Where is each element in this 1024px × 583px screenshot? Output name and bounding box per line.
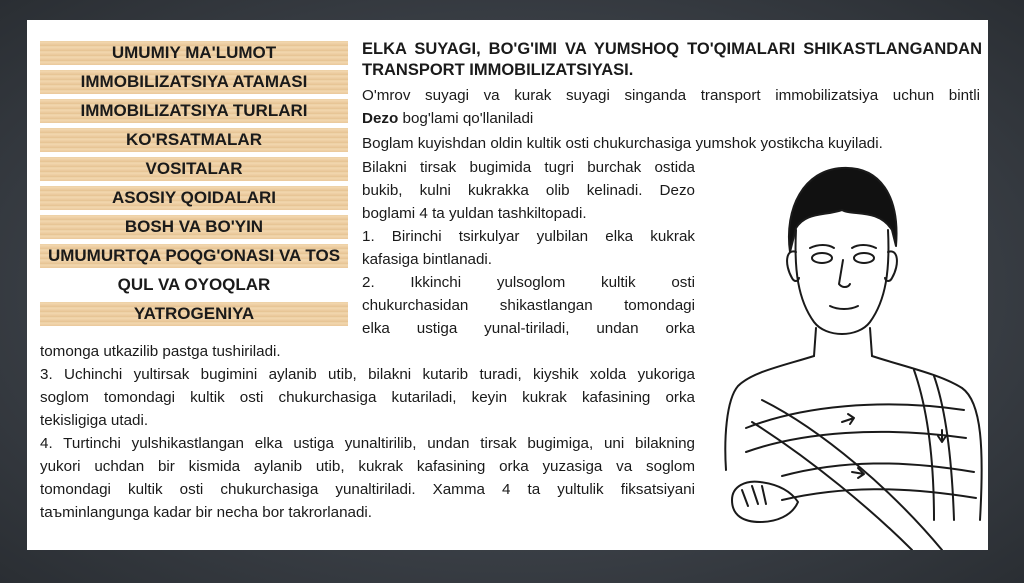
arrow-3 <box>938 430 946 442</box>
page-title <box>362 39 982 81</box>
bandage-lower-band-2 <box>782 489 976 500</box>
dezo-term: Dezo <box>362 110 399 127</box>
menu-item-immobilizatsiya-turlari[interactable]: IMMOBILIZATSIYA TURLARI <box>40 99 348 123</box>
intro-rest: bog'lami qo'llaniladi <box>398 110 534 127</box>
bandage-shoulder-loop <box>934 376 954 520</box>
menu-item-vositalar[interactable]: VOSITALAR <box>40 157 348 181</box>
paragraph-steps-lower <box>40 340 695 524</box>
menu-item-umumiy-malumot[interactable]: UMUMIY MA'LUMOT <box>40 41 348 65</box>
step2-line-1: 2. Ikkinchi yulsoglom kultik osti <box>362 274 695 291</box>
right-eyebrow <box>852 245 876 248</box>
paragraph-cushion <box>362 132 980 155</box>
left-eye <box>812 253 832 263</box>
step2-line-2: chukurchasidan shikastlangan tomondagi <box>362 297 695 314</box>
menu-item-umurtqa-pogonasi-va-tos[interactable]: UMUMURTQA POQG'ONASI VA TOS <box>40 244 348 268</box>
step2-line-3: elka ustiga yunal-tiriladi, undan orka <box>362 320 695 337</box>
nose <box>839 260 850 287</box>
bandage-lower-band <box>782 463 974 476</box>
neck <box>814 328 816 356</box>
step4-line-1: 4. Turtinchi yulshikastlangan elka ustiga yunaltirilib, undan tirsak bugimiga, uni bilakning <box>40 435 695 452</box>
dezo-bandage-illustration <box>702 160 988 550</box>
paragraph-steps-upper <box>362 156 695 340</box>
topic-menu <box>40 41 348 331</box>
mouth <box>830 306 858 309</box>
bandage-shoulder-loop-2 <box>914 370 934 520</box>
menu-item-korsatmalar[interactable]: KO'RSATMALAR <box>40 128 348 152</box>
menu-item-asosiy-qoidalari[interactable]: ASOSIY QOIDALARI <box>40 186 348 210</box>
p2-line-3: boglami 4 ta yuldan tashkiltopadi. <box>362 205 587 222</box>
p2-line-1: Bilakni tirsak bugimida tugri burchak ostida <box>362 159 695 176</box>
arrow-1 <box>842 414 854 424</box>
step4-line-2: yukori uchdan bir kismida aylanib utib, kukrak kafasining orka yuzasiga va soglom <box>40 458 695 475</box>
intro-line-2 <box>362 107 980 130</box>
hair <box>789 168 897 252</box>
step3-line-3: tekisligiga utadi. <box>40 412 149 429</box>
p2-line-2: bukib, kulni kukrakka olib kelinadi. Dezo <box>362 182 695 199</box>
left-eyebrow <box>810 245 834 248</box>
step4-line-3: tomondagi kultik osti chukurchasiga yunaltiriladi. Xamma 4 ta yultulik fiksatsiyani <box>40 481 695 498</box>
slide <box>27 20 988 550</box>
step3-line-2: soglom tomondagi kultik osti chukurchasiga kutariladi, keyin kukrak kafasining orka <box>40 389 695 406</box>
menu-item-bosh-va-boyin[interactable]: BOSH VA BO'YIN <box>40 215 348 239</box>
bandage-chest-band-lower <box>746 432 966 452</box>
menu-item-immobilizatsiya-atamasi[interactable]: IMMOBILIZATSIYA ATAMASI <box>40 70 348 94</box>
step2-line-4: tomonga utkazilib pastga tushiriladi. <box>40 343 281 360</box>
title-line-1: ELKA SUYAGI, BO'G'IMI VA YUMSHOQ TO'QIMALARI SHIKASTLANGANDAN <box>362 40 982 58</box>
intro-paragraph <box>362 84 980 130</box>
p1-line: Boglam kuyishdan oldin kultik osti chukurchasiga yumshok yostikcha kuyiladi. <box>362 135 883 152</box>
step1-line-1: 1. Birinchi tsirkulyar yulbilan elka kukrak <box>362 228 695 245</box>
intro-line-1: O'mrov suyagi va kurak suyagi singanda transport immobilizatsiya uchun bintli <box>362 87 980 104</box>
title-line-2: TRANSPORT IMMOBILIZATSIYASI. <box>362 61 634 79</box>
step3-line-1: 3. Uchinchi yultirsak bugimini aylanib utib, bilakni kutarib turadi, kiyshik xolda yukoriga <box>40 366 695 383</box>
menu-item-yatrogeniya[interactable]: YATROGENIYA <box>40 302 348 326</box>
fingers <box>742 486 766 506</box>
face <box>796 230 889 334</box>
right-eye <box>854 253 874 263</box>
neck-right <box>870 328 872 356</box>
step4-line-4: taъminlangunga kadar bir necha bor takrorlanadi. <box>40 504 373 521</box>
menu-item-qul-va-oyoqlar[interactable]: QUL VA OYOQLAR <box>40 273 348 297</box>
step1-line-2: kafasiga bintlanadi. <box>362 251 493 268</box>
